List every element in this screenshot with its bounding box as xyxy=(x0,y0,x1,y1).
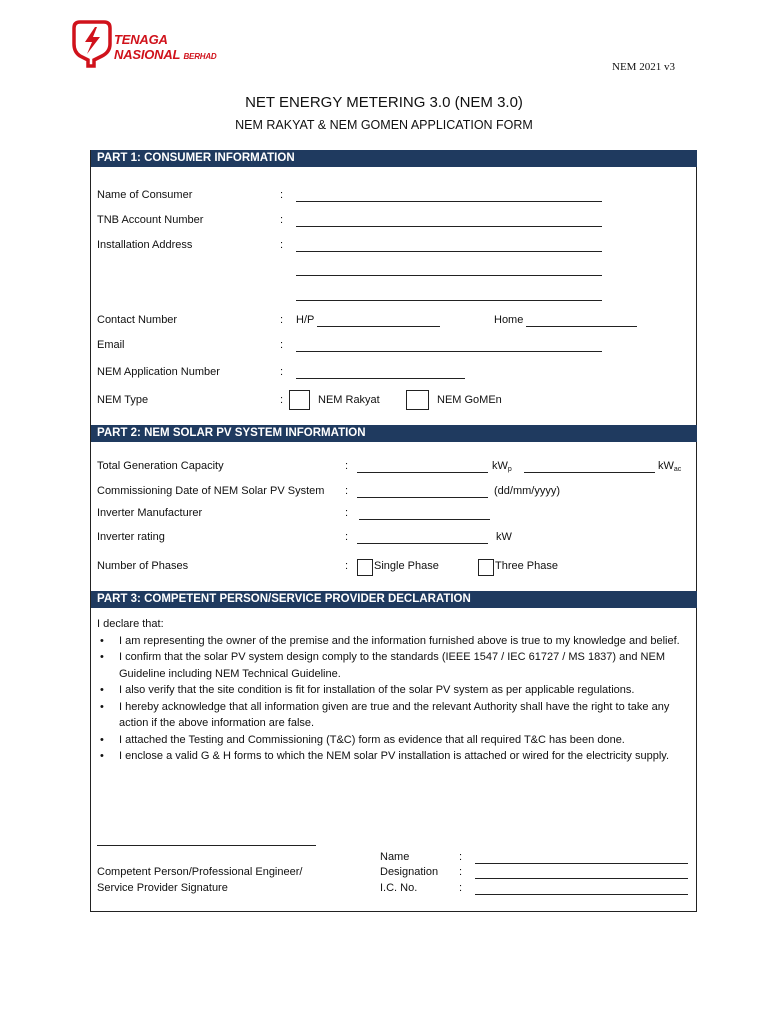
colon: : xyxy=(345,507,349,519)
unit-kwp-subscript: p xyxy=(507,466,512,473)
colon: : xyxy=(280,366,284,378)
designation-field[interactable] xyxy=(475,878,688,879)
hp-field[interactable] xyxy=(317,326,440,327)
label-tnb-account-number: TNB Account Number xyxy=(97,214,204,226)
label-name-of-consumer: Name of Consumer xyxy=(97,189,193,201)
colon: : xyxy=(345,460,349,472)
unit-kwac xyxy=(658,460,681,473)
single-phase-label: Single Phase xyxy=(374,560,439,572)
declaration-item: • I enclose a valid G & H forms to which the NEM solar PV installation is attached or wired for the electricity supply. xyxy=(97,748,693,765)
company-logo xyxy=(70,18,250,70)
label-nem-type: NEM Type xyxy=(97,394,149,406)
label-name: Name xyxy=(380,851,410,863)
declaration-item: • I also verify that the site condition is fit for installation of the solar PV system as per applicable regulations. xyxy=(97,682,693,699)
colon: : xyxy=(345,531,349,543)
document-reference: NEM 2021 v3 xyxy=(612,61,675,73)
label-contact-number: Contact Number xyxy=(97,314,178,326)
label-designation: Designation xyxy=(380,866,439,878)
form-subtitle: NEM RAKYAT & NEM GOMEN APPLICATION FORM xyxy=(235,118,533,132)
declaration xyxy=(97,616,693,765)
declaration-item: • I hereby acknowledge that all information given are true and the relevant Authority shall have the right to take any action if the above information are false. xyxy=(97,699,693,732)
declaration-intro: I declare that: xyxy=(97,618,164,630)
label-number-of-phases: Number of Phases xyxy=(97,560,189,572)
signature-label-line1: Competent Person/Professional Engineer/ xyxy=(97,866,303,878)
date-format-hint: (dd/mm/yyyy) xyxy=(494,485,560,497)
unit-kw: kW xyxy=(496,531,512,543)
label-hp: H/P xyxy=(296,314,315,326)
name-field[interactable] xyxy=(475,863,688,864)
label-total-generation-capacity: Total Generation Capacity xyxy=(97,460,224,472)
colon: : xyxy=(280,394,284,406)
brand-name-line2 xyxy=(114,47,217,62)
nem-gomen-label: NEM GoMEn xyxy=(437,394,502,406)
part1-header: PART 1: CONSUMER INFORMATION xyxy=(91,150,697,167)
colon: : xyxy=(459,851,463,863)
signature-field[interactable] xyxy=(97,845,316,846)
brand-name-line1: TENAGA xyxy=(114,32,168,47)
nem-rakyat-label: NEM Rakyat xyxy=(318,394,380,406)
brand-name-suffix: BERHAD xyxy=(183,52,217,61)
colon: : xyxy=(280,339,284,351)
capacity-kwac-field[interactable] xyxy=(524,472,655,473)
inverter-rating-field[interactable] xyxy=(357,543,488,544)
declaration-item: • I am representing the owner of the premise and the information furnished above is true to my knowledge and belief. xyxy=(97,633,693,650)
label-nem-application-number: NEM Application Number xyxy=(97,366,220,378)
name-of-consumer-field[interactable] xyxy=(296,201,602,202)
commissioning-date-field[interactable] xyxy=(357,497,488,498)
tnb-account-number-field[interactable] xyxy=(296,226,602,227)
installation-address-field-3[interactable] xyxy=(296,300,602,301)
colon: : xyxy=(459,866,463,878)
colon: : xyxy=(280,189,284,201)
unit-kwac-subscript: ac xyxy=(673,466,682,473)
unit-kwp-text: kW xyxy=(492,460,508,472)
single-phase-checkbox[interactable] xyxy=(357,559,373,576)
colon: : xyxy=(280,239,284,251)
three-phase-label: Three Phase xyxy=(495,560,558,572)
unit-kwac-text: kW xyxy=(658,460,674,472)
tnb-logo-icon xyxy=(70,18,114,68)
unit-kwp xyxy=(492,460,512,473)
label-inverter-rating: Inverter rating xyxy=(97,531,165,543)
colon: : xyxy=(280,214,284,226)
nem-rakyat-checkbox[interactable] xyxy=(289,390,310,410)
email-field[interactable] xyxy=(296,351,602,352)
installation-address-field-2[interactable] xyxy=(296,275,602,276)
ic-no-field[interactable] xyxy=(475,894,688,895)
colon: : xyxy=(345,485,349,497)
declaration-item: • I confirm that the solar PV system design comply to the standards (IEEE 1547 / IEC 61727 / MS 1837) and NEM Guideline including NEM Technical Guideline. xyxy=(97,649,693,682)
label-email: Email xyxy=(97,339,125,351)
declaration-list xyxy=(97,633,693,765)
part2-header: PART 2: NEM SOLAR PV SYSTEM INFORMATION xyxy=(91,425,697,442)
signature-label-line2: Service Provider Signature xyxy=(97,882,228,894)
colon: : xyxy=(345,560,349,572)
nem-application-number-field[interactable] xyxy=(296,378,465,379)
label-inverter-manufacturer: Inverter Manufacturer xyxy=(97,507,203,519)
colon: : xyxy=(280,314,284,326)
label-home: Home xyxy=(494,314,524,326)
inverter-manufacturer-field[interactable] xyxy=(359,519,490,520)
home-field[interactable] xyxy=(526,326,637,327)
three-phase-checkbox[interactable] xyxy=(478,559,494,576)
part3-header: PART 3: COMPETENT PERSON/SERVICE PROVIDER DECLARATION xyxy=(91,591,697,608)
nem-gomen-checkbox[interactable] xyxy=(406,390,429,410)
declaration-item: • I attached the Testing and Commissioning (T&C) form as evidence that all required T&C has been done. xyxy=(97,732,693,749)
colon: : xyxy=(459,882,463,894)
installation-address-field-1[interactable] xyxy=(296,251,602,252)
label-commissioning-date: Commissioning Date of NEM Solar PV System xyxy=(97,485,325,497)
form-title: NET ENERGY METERING 3.0 (NEM 3.0) xyxy=(245,94,523,111)
capacity-kwp-field[interactable] xyxy=(357,472,488,473)
form-frame xyxy=(90,150,697,912)
label-installation-address: Installation Address xyxy=(97,239,193,251)
label-ic-no: I.C. No. xyxy=(380,882,418,894)
brand-name-line2-text: NASIONAL xyxy=(114,47,181,62)
